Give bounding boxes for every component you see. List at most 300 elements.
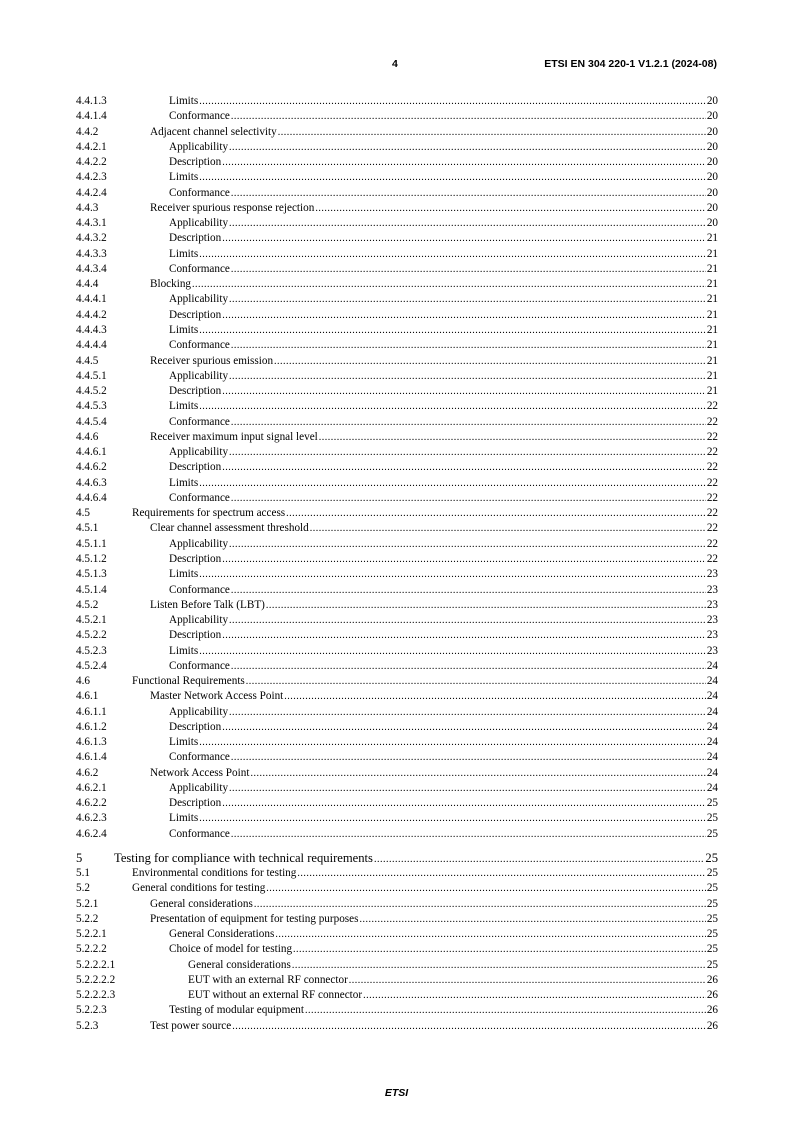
toc-entry-page: 20 (706, 125, 718, 138)
toc-entry-number: 4.4.5 (76, 354, 99, 367)
toc-entry-title: Applicability (169, 781, 229, 794)
toc-entry-line (169, 659, 718, 674)
toc-entry-number: 4.6.2.2 (76, 797, 107, 810)
toc-entry-title: Limits (169, 644, 199, 657)
toc-entry-number: 4.4.6.4 (76, 491, 107, 504)
toc-entry-number: 5.2.2.2.3 (76, 989, 116, 1002)
toc-dot-leader (231, 491, 706, 506)
toc-entry[interactable] (76, 247, 718, 262)
toc-entry-line (150, 521, 718, 536)
toc-entry[interactable] (76, 811, 718, 826)
toc-entry-number: 4.6.2 (76, 766, 99, 779)
toc-entry-number: 5.2.3 (76, 1019, 99, 1032)
toc-entry[interactable] (76, 827, 718, 842)
toc-entry-page: 22 (706, 552, 718, 565)
toc-entry-title: General considerations (150, 897, 253, 910)
toc-entry-number: 5.2 (76, 882, 90, 895)
toc-entry-title: Conformance (169, 262, 230, 275)
toc-dot-leader (222, 796, 706, 811)
toc-dot-leader (231, 109, 706, 124)
toc-entry[interactable] (76, 491, 718, 506)
toc-entry-page: 23 (706, 614, 718, 627)
toc-entry[interactable] (76, 628, 718, 643)
toc-entry-line (169, 537, 718, 552)
table-of-contents (76, 94, 718, 1034)
toc-entry-number: 4.4.4.4 (76, 339, 107, 352)
toc-entry-number: 5.2.2.3 (76, 1004, 107, 1017)
toc-entry-page: 25 (706, 958, 718, 971)
toc-entry[interactable] (76, 1019, 718, 1034)
toc-entry-page: 26 (706, 1019, 718, 1032)
toc-entry-page: 21 (706, 278, 718, 291)
toc-entry-title: Limits (169, 568, 199, 581)
toc-entry[interactable] (76, 186, 718, 201)
toc-entry-line (169, 292, 718, 307)
toc-entry-number: 5.2.1 (76, 897, 99, 910)
toc-dot-leader (229, 445, 706, 460)
toc-entry-line (169, 308, 718, 323)
toc-entry-page: 25 (706, 867, 718, 880)
toc-entry-page: 21 (706, 339, 718, 352)
toc-entry-number: 4.4.5.2 (76, 385, 107, 398)
toc-entry-title: Network Access Point (150, 766, 250, 779)
toc-entry[interactable] (76, 659, 718, 674)
toc-entry-line (169, 781, 718, 796)
toc-entry[interactable] (76, 415, 718, 430)
toc-entry-title: Applicability (169, 446, 229, 459)
toc-entry-title: Applicability (169, 140, 229, 153)
toc-entry[interactable] (76, 445, 718, 460)
toc-entry[interactable] (76, 354, 718, 369)
toc-dot-leader (199, 735, 706, 750)
toc-entry-page: 22 (706, 461, 718, 474)
toc-entry-title: Choice of model for testing (169, 943, 293, 956)
toc-dot-leader (231, 750, 706, 765)
toc-entry-line (169, 552, 718, 567)
toc-entry-page: 22 (706, 522, 718, 535)
toc-entry-page: 22 (706, 446, 718, 459)
toc-dot-leader (310, 521, 706, 536)
toc-entry[interactable] (76, 881, 718, 896)
toc-dot-leader (231, 659, 706, 674)
toc-entry[interactable] (76, 262, 718, 277)
toc-entry-line (150, 912, 718, 927)
toc-entry-page: 25 (706, 928, 718, 941)
toc-entry-title: Applicability (169, 369, 229, 382)
toc-entry-page: 20 (706, 156, 718, 169)
toc-entry-number: 4.4.3.4 (76, 262, 107, 275)
toc-dot-leader (222, 552, 706, 567)
toc-entry-line (169, 491, 718, 506)
toc-entry-page: 23 (706, 644, 718, 657)
toc-entry-line (169, 476, 718, 491)
toc-dot-leader (229, 537, 706, 552)
toc-entry[interactable] (76, 399, 718, 414)
toc-entry-title: Receiver spurious response rejection (150, 201, 315, 214)
toc-entry-line (169, 735, 718, 750)
toc-entry-page: 21 (706, 369, 718, 382)
toc-dot-leader (284, 689, 706, 704)
toc-entry-page: 25 (706, 943, 718, 956)
toc-entry[interactable] (76, 323, 718, 338)
toc-entry-title: Conformance (169, 751, 230, 764)
toc-entry-page: 22 (706, 430, 718, 443)
toc-entry-title: General considerations (188, 958, 291, 971)
toc-entry-title: Receiver spurious emission (150, 354, 274, 367)
toc-dot-leader (222, 231, 706, 246)
toc-entry-line (169, 155, 718, 170)
toc-entry-page: 22 (706, 507, 718, 520)
toc-entry-title: Conformance (169, 583, 230, 596)
toc-entry[interactable] (76, 897, 718, 912)
page-number: 4 (392, 58, 398, 70)
toc-entry[interactable] (76, 705, 718, 720)
toc-entry-number: 5 (76, 851, 83, 866)
toc-dot-leader (319, 430, 706, 445)
toc-entry-title: Conformance (169, 339, 230, 352)
toc-entry-title: Conformance (169, 186, 230, 199)
toc-entry-page: 24 (706, 736, 718, 749)
toc-entry-line (150, 354, 718, 369)
toc-entry-page: 21 (706, 293, 718, 306)
toc-entry-title: Conformance (169, 491, 230, 504)
toc-dot-leader (222, 155, 706, 170)
toc-entry-line (169, 94, 718, 109)
toc-dot-leader (199, 644, 706, 659)
toc-dot-leader (363, 988, 706, 1003)
toc-entry-line (150, 125, 718, 140)
toc-entry-title: Conformance (169, 827, 230, 840)
toc-entry-title: Conformance (169, 415, 230, 428)
toc-entry-title: Limits (169, 247, 199, 260)
toc-entry-number: 4.5.1.1 (76, 537, 107, 550)
toc-entry-number: 4.4.6.3 (76, 476, 107, 489)
toc-entry[interactable] (76, 369, 718, 384)
toc-entry-line (169, 247, 718, 262)
toc-entry-number: 4.4.3 (76, 201, 99, 214)
toc-entry-title: Requirements for spectrum access (132, 507, 286, 520)
toc-entry-line (169, 399, 718, 414)
toc-entry[interactable] (76, 750, 718, 765)
toc-entry-line (169, 323, 718, 338)
toc-entry-number: 4.4.2.1 (76, 140, 107, 153)
toc-entry-title: Description (169, 461, 222, 474)
toc-entry-page: 25 (706, 797, 718, 810)
toc-dot-leader (286, 506, 706, 521)
toc-entry-number: 4.6 (76, 675, 90, 688)
toc-entry[interactable] (76, 613, 718, 628)
toc-dot-leader (231, 827, 706, 842)
toc-entry-page: 24 (706, 781, 718, 794)
toc-entry-line (169, 827, 718, 842)
toc-entry-line (169, 140, 718, 155)
toc-entry[interactable] (76, 973, 718, 988)
toc-entry-title: General conditions for testing (132, 882, 266, 895)
toc-entry[interactable] (76, 689, 718, 704)
toc-dot-leader (222, 628, 706, 643)
toc-entry[interactable] (76, 796, 718, 811)
toc-entry-line (188, 958, 718, 973)
toc-entry-page: 21 (706, 232, 718, 245)
toc-entry-title: Presentation of equipment for testing purposes (150, 912, 359, 925)
toc-entry-number: 4.6.2.3 (76, 812, 107, 825)
toc-entry-line (150, 1019, 718, 1034)
toc-entry-page: 25 (706, 882, 718, 895)
toc-entry-number: 5.2.2.2.1 (76, 958, 116, 971)
toc-entry-title: Description (169, 385, 222, 398)
toc-entry-number: 4.5.1 (76, 522, 99, 535)
toc-entry[interactable] (76, 927, 718, 942)
toc-entry-page: 25 (706, 827, 718, 840)
toc-entry-title: Limits (169, 736, 199, 749)
toc-entry-number: 4.5.1.4 (76, 583, 107, 596)
toc-entry-number: 4.5 (76, 507, 90, 520)
toc-entry-title: Testing for compliance with technical requirements (114, 851, 373, 866)
toc-entry-number: 5.2.2.1 (76, 928, 107, 941)
toc-entry-page: 21 (706, 308, 718, 321)
toc-dot-leader (199, 170, 706, 185)
toc-entry[interactable] (76, 430, 718, 445)
toc-entry-page: 22 (706, 476, 718, 489)
toc-entry-line (169, 415, 718, 430)
toc-entry-title: Applicability (169, 217, 229, 230)
toc-entry-line (169, 231, 718, 246)
toc-entry-title: EUT without an external RF connector (188, 989, 363, 1002)
toc-entry-number: 4.4.6.1 (76, 446, 107, 459)
toc-entry-title: Limits (169, 323, 199, 336)
toc-entry[interactable] (76, 277, 718, 292)
toc-dot-leader (305, 1003, 706, 1018)
toc-entry-number: 4.6.1.4 (76, 751, 107, 764)
toc-entry[interactable] (76, 735, 718, 750)
toc-entry-line (132, 506, 718, 521)
toc-entry-title: Listen Before Talk (LBT) (150, 598, 265, 611)
toc-entry-line (132, 674, 718, 689)
toc-entry-page: 26 (706, 973, 718, 986)
toc-entry-page: 24 (706, 705, 718, 718)
toc-entry-number: 4.6.1 (76, 690, 99, 703)
toc-entry-line (169, 583, 718, 598)
toc-entry-number: 4.4.3.3 (76, 247, 107, 260)
toc-entry-number: 4.4.3.2 (76, 232, 107, 245)
toc-entry[interactable] (76, 308, 718, 323)
toc-entry[interactable] (76, 384, 718, 399)
toc-entry-title: EUT with an external RF connector (188, 973, 348, 986)
toc-entry[interactable] (76, 766, 718, 781)
toc-entry[interactable] (76, 476, 718, 491)
toc-entry-number: 4.6.1.1 (76, 705, 107, 718)
toc-entry-title: Conformance (169, 659, 230, 672)
toc-entry[interactable] (76, 866, 718, 881)
toc-dot-leader (232, 1019, 706, 1034)
toc-entry-number: 4.4.2 (76, 125, 99, 138)
toc-entry[interactable] (76, 506, 718, 521)
toc-entry-line (150, 766, 718, 781)
toc-dot-leader (246, 674, 706, 689)
toc-entry-line (169, 644, 718, 659)
toc-entry-page: 23 (706, 583, 718, 596)
toc-entry-title: Description (169, 156, 222, 169)
toc-entry-title: Applicability (169, 614, 229, 627)
toc-entry-number: 4.4.1.3 (76, 95, 107, 107)
toc-entry-title: Limits (169, 95, 199, 107)
toc-entry-page: 20 (706, 201, 718, 214)
toc-entry-number: 5.2.2 (76, 912, 99, 925)
toc-entry-line (169, 1003, 718, 1018)
toc-entry[interactable] (76, 552, 718, 567)
toc-entry[interactable] (76, 201, 718, 216)
toc-entry-number: 4.5.1.2 (76, 552, 107, 565)
toc-entry[interactable] (76, 94, 718, 109)
toc-entry-number: 4.6.1.2 (76, 720, 107, 733)
toc-entry-number: 4.4.4.2 (76, 308, 107, 321)
toc-dot-leader (199, 476, 706, 491)
toc-entry-page: 25 (706, 897, 718, 910)
toc-dot-leader (222, 460, 706, 475)
toc-entry[interactable] (76, 958, 718, 973)
toc-entry-number: 4.4.6.2 (76, 461, 107, 474)
toc-entry-number: 4.4.2.3 (76, 171, 107, 184)
toc-entry-number: 4.4.5.1 (76, 369, 107, 382)
toc-entry-line (169, 445, 718, 460)
toc-entry[interactable] (76, 155, 718, 170)
toc-entry-number: 4.5.2.1 (76, 614, 107, 627)
toc-entry[interactable] (76, 140, 718, 155)
toc-dot-leader (275, 927, 705, 942)
toc-entry[interactable] (76, 216, 718, 231)
toc-entry-line (169, 384, 718, 399)
toc-entry[interactable] (76, 720, 718, 735)
toc-dot-leader (192, 277, 706, 292)
toc-entry[interactable] (76, 644, 718, 659)
toc-entry-title: Adjacent channel selectivity (150, 125, 277, 138)
toc-entry[interactable] (76, 781, 718, 796)
toc-entry-page: 22 (706, 415, 718, 428)
toc-entry-page: 20 (706, 110, 718, 123)
toc-entry-title: Description (169, 629, 222, 642)
toc-entry[interactable] (76, 231, 718, 246)
toc-entry-title: Clear channel assessment threshold (150, 522, 309, 535)
toc-entry[interactable] (76, 850, 718, 866)
toc-entry-title: Description (169, 308, 222, 321)
toc-entry-title: Testing of modular equipment (169, 1004, 304, 1017)
toc-dot-leader (229, 781, 706, 796)
toc-dot-leader (274, 354, 706, 369)
toc-dot-leader (229, 216, 706, 231)
toc-entry[interactable] (76, 1003, 718, 1018)
toc-entry-page: 24 (706, 659, 718, 672)
toc-entry-title: Limits (169, 400, 199, 413)
toc-entry-page: 20 (706, 140, 718, 153)
toc-entry-line (169, 811, 718, 826)
toc-entry-page: 20 (706, 95, 718, 107)
toc-entry-line (169, 720, 718, 735)
toc-dot-leader (199, 94, 706, 109)
toc-dot-leader (349, 973, 706, 988)
toc-entry[interactable] (76, 537, 718, 552)
toc-entry-page: 26 (706, 1004, 718, 1017)
toc-entry-title: Description (169, 720, 222, 733)
toc-entry[interactable] (76, 567, 718, 582)
toc-entry-number: 5.1 (76, 867, 90, 880)
toc-entry-line (169, 216, 718, 231)
toc-entry-number: 4.5.1.3 (76, 568, 107, 581)
toc-entry-line (150, 277, 718, 292)
toc-entry[interactable] (76, 598, 718, 613)
toc-entry-number: 4.4.2.4 (76, 186, 107, 199)
toc-entry-line (169, 338, 718, 353)
toc-entry-title: Limits (169, 171, 199, 184)
toc-entry-number: 4.4.2.2 (76, 156, 107, 169)
toc-entry-page: 25 (705, 851, 718, 866)
toc-entry-line (169, 460, 718, 475)
toc-entry-number: 4.4.6 (76, 430, 99, 443)
toc-entry[interactable] (76, 583, 718, 598)
toc-entry-number: 4.5.2.3 (76, 644, 107, 657)
toc-dot-leader (278, 125, 706, 140)
toc-entry-page: 24 (706, 675, 718, 688)
toc-entry-line (188, 988, 718, 1003)
toc-entry-line (169, 186, 718, 201)
toc-entry[interactable] (76, 292, 718, 307)
toc-dot-leader (199, 399, 706, 414)
toc-dot-leader (254, 897, 706, 912)
toc-dot-leader (292, 958, 706, 973)
toc-entry[interactable] (76, 170, 718, 185)
toc-entry-line (132, 881, 718, 896)
toc-entry[interactable] (76, 912, 718, 927)
toc-entry-line (169, 796, 718, 811)
toc-entry-number: 5.2.2.2 (76, 943, 107, 956)
toc-entry-page: 21 (706, 262, 718, 275)
toc-entry[interactable] (76, 988, 718, 1003)
toc-entry-page: 26 (706, 989, 718, 1002)
toc-dot-leader (222, 308, 706, 323)
toc-entry-line (169, 705, 718, 720)
toc-entry-number: 4.4.4.1 (76, 293, 107, 306)
toc-entry[interactable] (76, 338, 718, 353)
toc-entry-page: 22 (706, 491, 718, 504)
toc-entry[interactable] (76, 460, 718, 475)
toc-dot-leader (231, 415, 706, 430)
toc-entry-page: 24 (706, 720, 718, 733)
toc-dot-leader (229, 369, 706, 384)
toc-entry[interactable] (76, 674, 718, 689)
toc-entry[interactable] (76, 942, 718, 957)
toc-dot-leader (199, 247, 706, 262)
toc-entry-line (169, 927, 718, 942)
toc-entry-page: 23 (706, 598, 718, 611)
toc-entry-page: 24 (706, 766, 718, 779)
toc-entry-line (169, 613, 718, 628)
toc-entry[interactable] (76, 109, 718, 124)
footer-etsi: ETSI (384, 1087, 409, 1099)
toc-entry-line (169, 750, 718, 765)
toc-entry-title: Applicability (169, 293, 229, 306)
toc-entry-page: 20 (706, 217, 718, 230)
toc-entry-page: 24 (706, 751, 718, 764)
toc-entry-line (169, 262, 718, 277)
toc-entry-number: 4.5.2.4 (76, 659, 107, 672)
toc-entry-title: Master Network Access Point (150, 690, 284, 703)
toc-entry-title: Limits (169, 476, 199, 489)
toc-entry[interactable] (76, 521, 718, 536)
toc-entry-line (150, 598, 718, 613)
toc-entry[interactable] (76, 125, 718, 140)
toc-dot-leader (266, 881, 706, 896)
toc-entry-title: Environmental conditions for testing (132, 867, 297, 880)
toc-dot-leader (266, 598, 706, 613)
